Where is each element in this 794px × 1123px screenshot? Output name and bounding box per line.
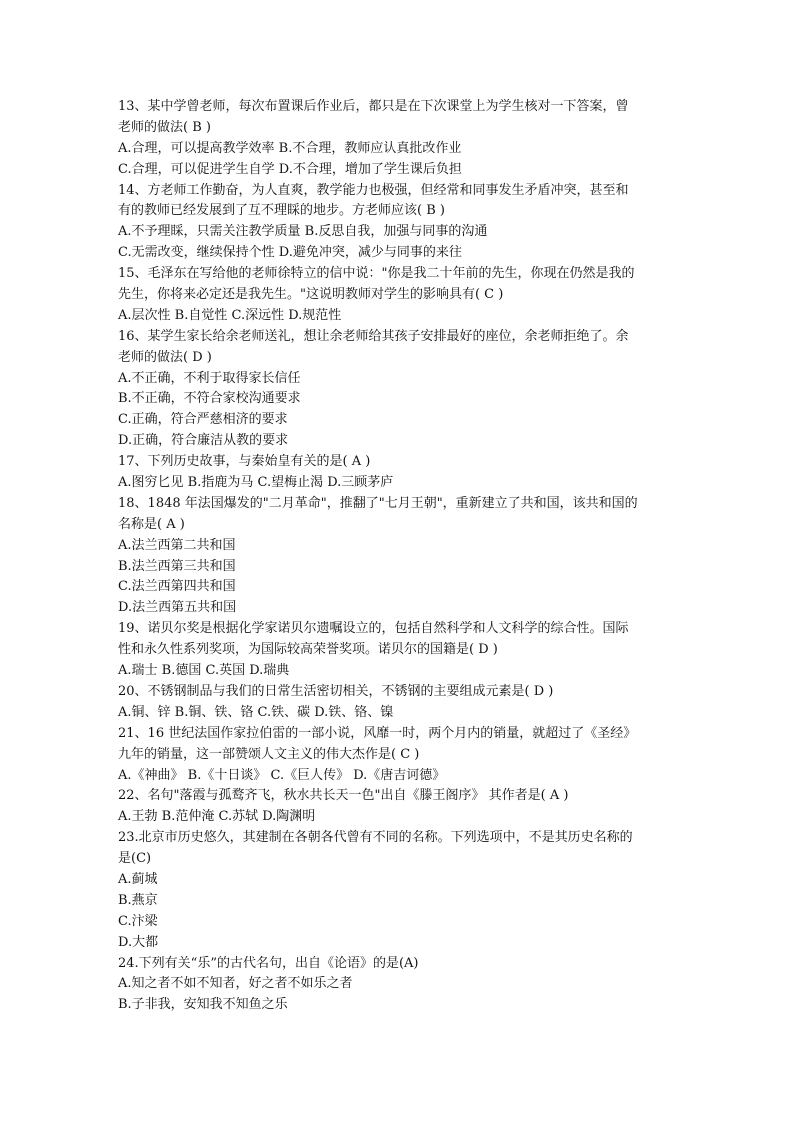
text-line: A.层次性 B.自觉性 C.深远性 D.规范性 xyxy=(118,307,342,323)
text-line: 14、方老师工作勤奋，为人直爽，教学能力也极强，但经常和同事发生矛盾冲突，甚至和 xyxy=(118,182,629,198)
text-line: A.王勃 B.范仲淹 C.苏轼 D.陶渊明 xyxy=(118,809,316,825)
text-line: C.正确，符合严慈相济的要求 xyxy=(118,412,288,428)
text-line: 老师的做法( B ) xyxy=(118,119,211,135)
text-line: D.法兰西第五共和国 xyxy=(118,600,237,616)
text-line: A.蓟城 xyxy=(118,871,158,887)
text-line: 九年的销量，这一部赞颂人文主义的伟大杰作是( C ) xyxy=(118,746,420,762)
text-line: 13、某中学曾老师，每次布置课后作业后，都只是在下次课堂上为学生核对一下答案，曾 xyxy=(118,99,629,114)
text-line: 22、名句"落霞与孤鹜齐飞，秋水共长天一色"出自《滕王阁序》 其作者是( A ) xyxy=(118,788,569,804)
text-line: D.正确，符合廉洁从教的要求 xyxy=(118,433,289,449)
text-line: 有的教师已经发展到了互不理睬的地步。方老师应该( B ) xyxy=(118,203,445,219)
text-line: B.法兰西第三共和国 xyxy=(118,558,236,574)
text-line: 先生，你将来必定还是我先生。"这说明教师对学生的影响具有( C ) xyxy=(118,287,504,303)
text-line: D.大都 xyxy=(118,934,159,950)
text-line: 23.北京市历史悠久，其建制在各朝各代曾有不同的名称。下列选项中，不是其历史名称的 xyxy=(118,830,633,846)
text-line: 16、某学生家长给余老师送礼，想让余老师给其孩子安排最好的座位，余老师拒绝了。余 xyxy=(118,328,629,344)
text-line: A.图穷匕见 B.指鹿为马 C.望梅止渴 D.三顾茅庐 xyxy=(118,475,394,491)
text-line: A.法兰西第二共和国 xyxy=(118,537,236,553)
text-line: A.不予理睬，只需关注教学质量 B.反思自我，加强与同事的沟通 xyxy=(118,224,488,240)
text-line: 24.下列有关“乐”的古代名句，出自《论语》的是(A) xyxy=(118,955,419,971)
text-line: 21、16 世纪法国作家拉伯雷的一部小说，风靡一时，两个月内的销量，就超过了《圣经》 xyxy=(118,725,637,741)
text-line: C.合理，可以促进学生自学 D.不合理，增加了学生课后负担 xyxy=(118,161,462,177)
document-page xyxy=(118,97,678,1016)
text-line: 17、下列历史故事，与秦始皇有关的是( A ) xyxy=(118,454,371,470)
text-line: 19、诺贝尔奖是根据化学家诺贝尔遗嘱设立的，包括自然科学和人文科学的综合性。国际 xyxy=(118,621,629,637)
text-line: A.《神曲》 B.《十日谈》 C.《巨人传》 D.《唐吉诃德》 xyxy=(118,767,446,783)
text-line: A.合理，可以提高教学效率 B.不合理，教师应认真批改作业 xyxy=(118,140,462,156)
text-line: B.子非我，安知我不知鱼之乐 xyxy=(118,997,288,1013)
text-line: A.知之者不如不知者，好之者不如乐之者 xyxy=(118,976,353,992)
text-line: B.不正确，不符合家校沟通要求 xyxy=(118,391,301,407)
text-line: C.法兰西第四共和国 xyxy=(118,579,236,595)
text-line: 性和永久性系列奖项，为国际较高荣誉奖项。诺贝尔的国籍是( D ) xyxy=(118,642,498,658)
text-line: 名称是( A ) xyxy=(118,516,185,532)
text-line: 老师的做法( D ) xyxy=(118,349,212,365)
text-line: 是(C) xyxy=(118,851,152,867)
text-line: C.汴梁 xyxy=(118,913,158,929)
text-line: A.不正确，不利于取得家长信任 xyxy=(118,370,301,386)
text-line: 20、不锈钢制品与我们的日常生活密切相关，不锈钢的主要组成元素是( D ) xyxy=(118,683,554,699)
text-line: 18、1848 年法国爆发的"二月革命"，推翻了"七月王朝"，重新建立了共和国，该共和国的 xyxy=(118,495,638,511)
text-line: A.铜、锌 B.铜、铁、铬 C.铁、碳 D.铁、铬、镍 xyxy=(118,704,394,720)
text-line: 15、毛泽东在写给他的老师徐特立的信中说："你是我二十年前的先生，你现在仍然是我的 xyxy=(118,266,635,282)
text-line: A.瑞士 B.德国 C.英国 D.瑞典 xyxy=(118,663,290,679)
text-line: C.无需改变，继续保持个性 D.避免冲突，减少与同事的来往 xyxy=(118,245,462,261)
text-line: B.燕京 xyxy=(118,892,158,908)
